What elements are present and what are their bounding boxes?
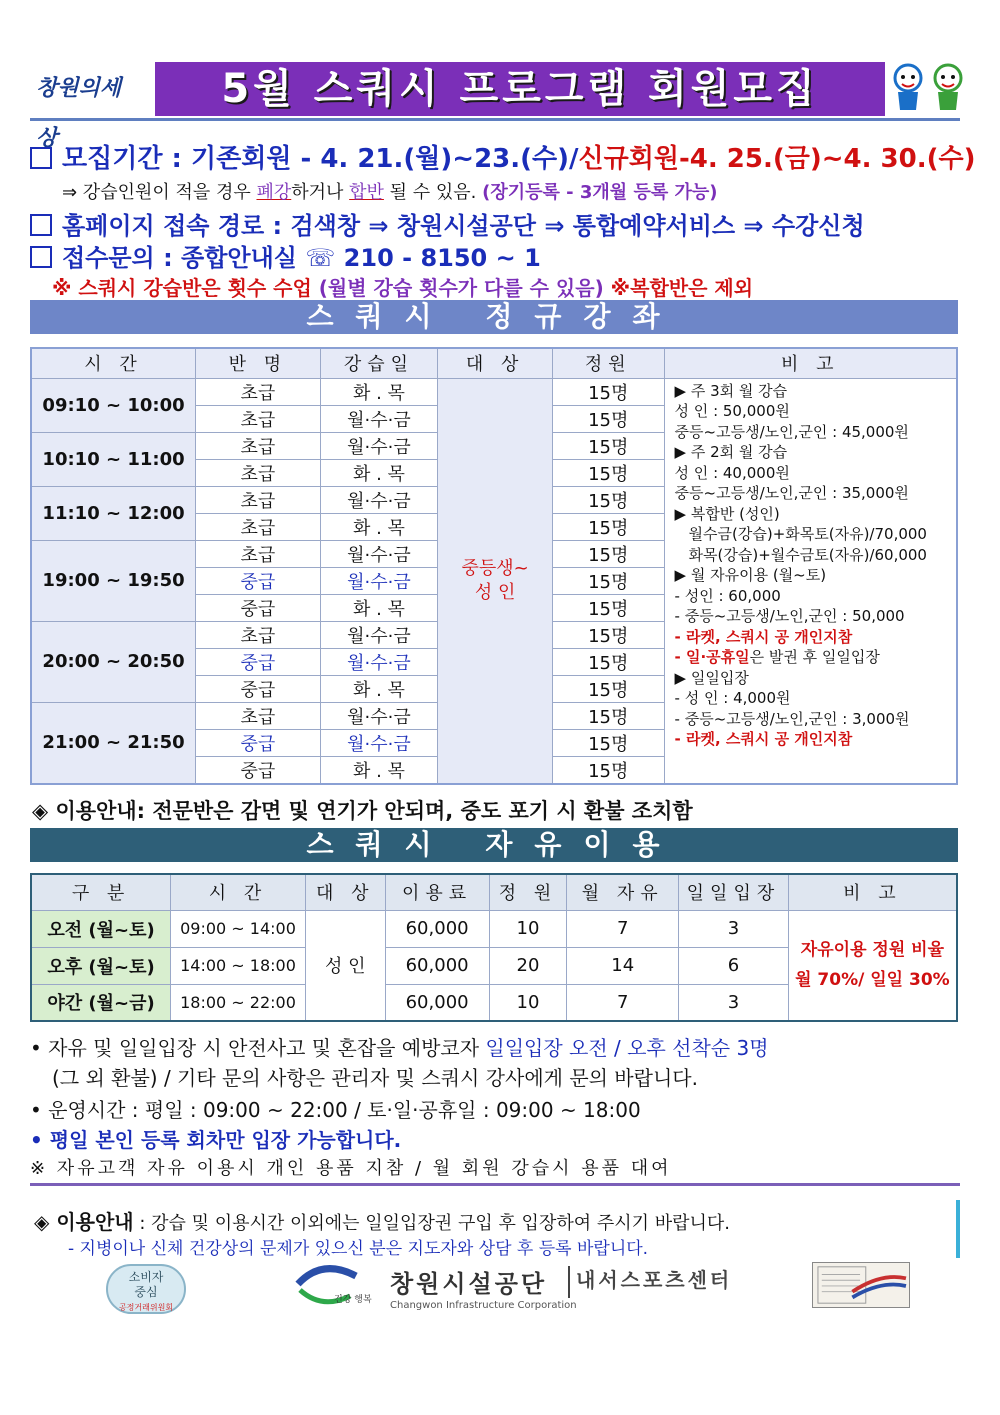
col-header: 반 명 [196, 348, 321, 378]
col-header: 비 고 [788, 874, 957, 910]
class-time: 21:00 ~ 21:50 [31, 702, 196, 784]
regular-class-table [30, 347, 958, 785]
class-capacity: 15명 [552, 540, 664, 567]
class-level: 초급 [196, 540, 321, 567]
remark-line: - 성 인 : 4,000원 [674, 689, 791, 707]
class-time: 20:00 ~ 20:50 [31, 621, 196, 702]
free-target: 성 인 [305, 910, 385, 1021]
header-rule [30, 118, 960, 121]
col-header: 시 간 [171, 874, 306, 910]
class-level: 중급 [196, 567, 321, 594]
free-time: 18:00 ~ 22:00 [171, 984, 306, 1021]
class-days: 월·수·금 [320, 648, 438, 675]
col-header: 대 상 [305, 874, 385, 910]
class-level: 초급 [196, 513, 321, 540]
class-days: 화 . 목 [320, 675, 438, 702]
class-count-warning: ※ 스쿼시 강습반은 횟수 수업 (월별 강습 횟수가 다를 수 있음) ※복합반은 제외 [52, 276, 754, 300]
class-time: 10:10 ~ 11:00 [31, 432, 196, 486]
mascots [890, 62, 970, 116]
col-header: 비 고 [664, 348, 957, 378]
class-capacity: 15명 [552, 729, 664, 756]
free-capacity: 20 [489, 947, 567, 984]
class-level: 초급 [196, 621, 321, 648]
remark-line: - 라켓, 스쿼시 공 개인지참 [674, 730, 853, 748]
free-zone: 오전 (월~토) [31, 910, 171, 947]
target-line: 성 인 [474, 581, 516, 603]
free-fee: 60,000 [385, 910, 489, 947]
free-time: 14:00 ~ 18:00 [171, 947, 306, 984]
table-row [31, 910, 957, 947]
free-monthly: 7 [567, 984, 679, 1021]
usage-note: ◈ 이용안내: 전문반은 감면 및 연기가 안되며, 중도 포기 시 환불 조치함 [32, 799, 693, 823]
logo-small-text: 건강 행복 [334, 1295, 372, 1305]
remark-line: 월수금(강습)+화목토(자유)/70,000 [688, 525, 927, 543]
remark-line: ▶ 복합반 (성인) [674, 504, 780, 523]
bullet-refund: (그 외 환불) / 기타 문의 사항은 관리자 및 스쿼시 강사에게 문의 바랍니다. [52, 1066, 698, 1090]
bullet-safety: • 자유 및 일일입장 시 안전사고 및 혼잡을 예방코자 일일입장 오전 / 오후 선착순 3명 [30, 1036, 769, 1060]
col-header: 정 원 [489, 874, 567, 910]
class-days: 월·수·금 [320, 621, 438, 648]
class-capacity: 15명 [552, 675, 664, 702]
class-capacity: 15명 [552, 702, 664, 729]
org-english-name: Changwon Infrastructure Corporation [390, 1300, 577, 1311]
free-fee: 60,000 [385, 947, 489, 984]
col-header: 정원 [552, 348, 664, 378]
recruit-period: 모집기간 : 기존회원 - 4. 21.(월)~23.(수)/신규회원-4. 25.(금)~4. 30.(수) [30, 138, 975, 175]
col-header: 강습일 [320, 348, 438, 378]
class-level: 초급 [196, 702, 321, 729]
class-days: 화 . 목 [320, 756, 438, 784]
class-level: 중급 [196, 675, 321, 702]
contact-info: 접수문의 : 종합안내실 ☏ 210 - 8150 ~ 1 [30, 238, 541, 273]
class-days: 월·수·금 [320, 405, 438, 432]
col-header: 시 간 [31, 348, 196, 378]
free-monthly: 14 [567, 947, 679, 984]
free-daily: 3 [679, 984, 789, 1021]
target-line: 중등생~ [461, 557, 529, 579]
col-header: 대 상 [438, 348, 553, 378]
table-row [31, 378, 957, 405]
class-note: ⇒ 강습인원이 적을 경우 폐강하거나 합반 될 수 있음. (장기등록 - 3개월 등록 가능) [62, 182, 718, 203]
bottom-rule [30, 1183, 960, 1186]
mascot-green-icon [930, 62, 966, 114]
class-capacity: 15명 [552, 459, 664, 486]
checkbox-square-icon [30, 246, 52, 268]
class-capacity: 15명 [552, 567, 664, 594]
class-level: 초급 [196, 486, 321, 513]
bullet-equipment: ※ 자유고객 자유 이용시 개인 용품 지참 / 월 회원 강습시 용품 대여 [30, 1158, 672, 1179]
class-level: 초급 [196, 378, 321, 405]
class-days: 화 . 목 [320, 513, 438, 540]
free-daily: 6 [679, 947, 789, 984]
remark-line: 중등~고등생/노인,군인 : 45,000원 [674, 422, 909, 441]
remark-red: - 일·공휴일 [674, 648, 750, 666]
class-level: 중급 [196, 648, 321, 675]
class-days: 월·수·금 [320, 486, 438, 513]
class-capacity: 15명 [552, 486, 664, 513]
free-capacity: 10 [489, 910, 567, 947]
remark-line: 성 인 : 40,000원 [674, 463, 790, 482]
free-capacity: 10 [489, 984, 567, 1021]
class-level: 중급 [196, 729, 321, 756]
consumer-badge: 소비자 중심 공정거래위원회 [106, 1264, 186, 1314]
class-days: 월·수·금 [320, 729, 438, 756]
class-capacity: 15명 [552, 594, 664, 621]
class-days: 월·수·금 [320, 540, 438, 567]
class-target [438, 378, 553, 784]
free-use-banner: 스쿼시 자유이용 [30, 828, 958, 862]
checkbox-square-icon [30, 147, 52, 169]
class-level: 중급 [196, 594, 321, 621]
class-capacity: 15명 [552, 405, 664, 432]
certificate-icon [812, 1262, 910, 1308]
info-sub: - 지병이나 신체 건강상의 문제가 있으신 분은 지도자와 상담 후 등록 바랍니다. [68, 1239, 649, 1259]
page-footer [30, 1262, 960, 1322]
class-days: 월·수·금 [320, 567, 438, 594]
free-fee: 60,000 [385, 984, 489, 1021]
remark-line: - 성인 : 60,000 [674, 586, 781, 605]
remark-line: - 라켓, 스쿼시 공 개인지참 [674, 627, 853, 646]
class-remarks [664, 378, 957, 784]
class-capacity: 15명 [552, 513, 664, 540]
remark-line: - 중등~고등생/노인,군인 : 50,000 [674, 607, 905, 625]
bullet-hours: • 운영시간 : 평일 : 09:00 ~ 22:00 / 토·일·공휴일 : 09:00 ~ 18:00 [30, 1098, 641, 1122]
col-header: 구 분 [31, 874, 171, 910]
free-use-table [30, 873, 958, 1022]
remark-line: ▶ 월 자유이용 (월~토) [674, 566, 827, 584]
class-days: 월·수·금 [320, 702, 438, 729]
remark-rest: 은 발권 후 일일입장 [749, 648, 880, 666]
class-capacity: 15명 [552, 378, 664, 405]
class-days: 화 . 목 [320, 459, 438, 486]
remark-line: 월 70%/ 일일 30% [795, 970, 950, 991]
class-level: 초급 [196, 432, 321, 459]
remark-line: 중등~고등생/노인,군인 : 35,000원 [674, 484, 909, 502]
col-header: 일일입장 [679, 874, 789, 910]
class-level: 중급 [196, 756, 321, 784]
regular-class-banner: 스쿼시 정규강좌 [30, 300, 958, 334]
bullet-registration: • 평일 본인 등록 회차만 입장 가능합니다. [30, 1128, 402, 1152]
free-zone: 오후 (월~토) [31, 947, 171, 984]
remark-line: 화목(강습)+월수금토(자유)/60,000 [688, 545, 927, 564]
class-time: 11:10 ~ 12:00 [31, 486, 196, 540]
class-level: 초급 [196, 405, 321, 432]
mascot-blue-icon [890, 62, 926, 114]
class-capacity: 15명 [552, 432, 664, 459]
remark-line: - 중등~고등생/노인,군인 : 3,000원 [674, 709, 910, 728]
remark-line [675, 647, 950, 668]
free-daily: 3 [679, 910, 789, 947]
col-header: 월 자유 [567, 874, 679, 910]
page-title: 5월 스쿼시 프로그램 회원모집 [155, 62, 885, 116]
col-header: 이용료 [385, 874, 489, 910]
city-logo: 창원의세상 [36, 76, 122, 151]
free-remark [788, 910, 957, 1021]
remark-line: 성 인 : 50,000원 [674, 402, 790, 420]
checkbox-square-icon [30, 214, 52, 236]
remark-line: ▶ 일일입장 [674, 668, 749, 687]
sports-center-name: 내서스포츠센터 [568, 1266, 732, 1298]
class-capacity: 15명 [552, 621, 664, 648]
new-member-period: 신규회원-4. 25.(금)~4. 30.(수) [578, 144, 976, 174]
org-name: 창원시설공단 [390, 1270, 548, 1298]
class-capacity: 15명 [552, 756, 664, 784]
free-monthly: 7 [567, 910, 679, 947]
class-days: 화 . 목 [320, 378, 438, 405]
homepage-path: 홈페이지 접속 경로 : 검색창 ⇒ 창원시설공단 ⇒ 통합예약서비스 ⇒ 수강신청 [30, 206, 865, 241]
class-level: 초급 [196, 459, 321, 486]
remark-line: 자유이용 정원 비율 [800, 940, 945, 961]
class-days: 월·수·금 [320, 432, 438, 459]
changwon-logo-icon [292, 1262, 372, 1312]
info-main: ◈ 이용안내 : 강습 및 이용시간 이외에는 일일입장권 구입 후 입장하여 주시기 바랍니다. [34, 1210, 730, 1234]
remark-line: ▶ 주 2회 월 강습 [674, 443, 788, 461]
class-time: 09:10 ~ 10:00 [31, 378, 196, 432]
class-time: 19:00 ~ 19:50 [31, 540, 196, 621]
free-time: 09:00 ~ 14:00 [171, 910, 306, 947]
page-header [30, 60, 960, 151]
free-zone: 야간 (월~금) [31, 984, 171, 1021]
class-capacity: 15명 [552, 648, 664, 675]
class-days: 화 . 목 [320, 594, 438, 621]
remark-line: ▶ 주 3회 월 강습 [674, 381, 788, 400]
